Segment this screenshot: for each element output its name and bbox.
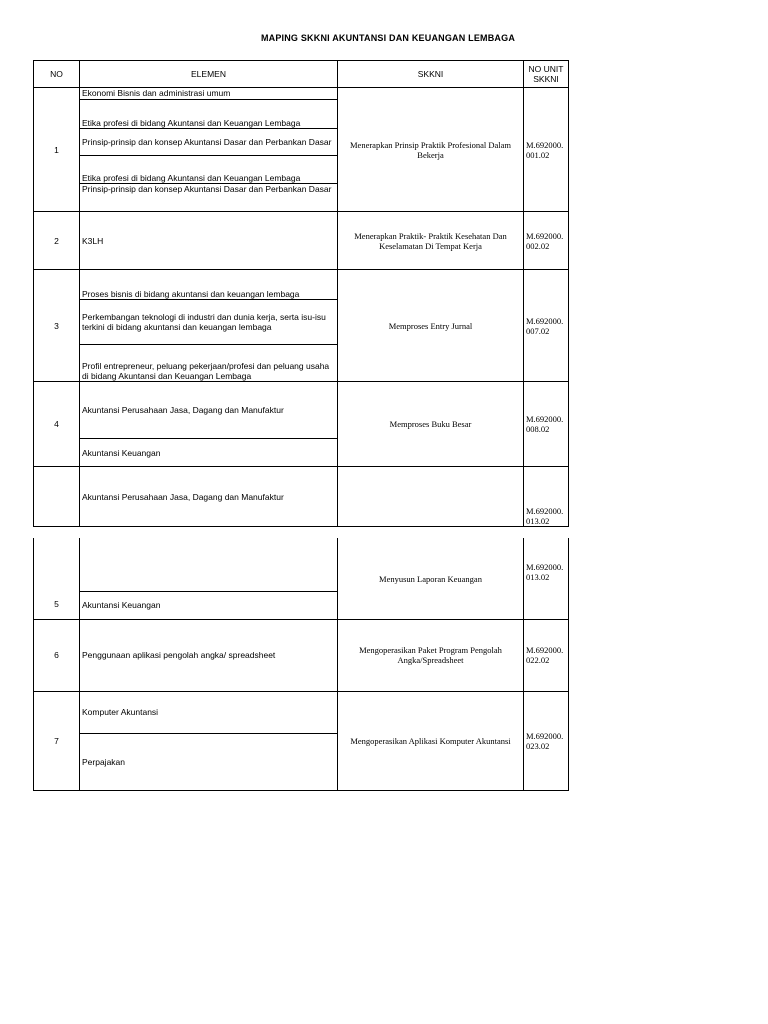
- row-number: [34, 467, 80, 527]
- elemen-cell: Ekonomi Bisnis dan administrasi umum: [80, 88, 338, 100]
- elemen-cell: Prinsip-prinsip dan konsep Akuntansi Dasar dan Perbankan Dasar: [80, 129, 338, 156]
- unit-code-cell: M.692000.013.02: [524, 467, 569, 527]
- header-no: NO: [34, 61, 80, 88]
- elemen-cell: Etika profesi di bidang Akuntansi dan Keuangan Lembaga: [80, 156, 338, 184]
- unit-code-cell: M.692000.008.02: [524, 382, 569, 467]
- skkni-mapping-table: [33, 60, 569, 527]
- table-row: [34, 88, 569, 100]
- unit-code-cell: M.692000.001.02: [524, 88, 569, 212]
- elemen-cell: K3LH: [80, 212, 338, 270]
- skkni-mapping-table-continued: [33, 538, 569, 791]
- skkni-cell: Mengoperasikan Paket Program Pengolah Angka/Spreadsheet: [338, 619, 524, 691]
- skkni-cell: Menerapkan Prinsip Praktik Profesional Dalam Bekerja: [338, 88, 524, 212]
- unit-code-cell: M.692000.023.02: [524, 691, 569, 790]
- skkni-cell: Menerapkan Praktik- Praktik Kesehatan Dan Keselamatan Di Tempat Kerja: [338, 212, 524, 270]
- table-header-row: [34, 61, 569, 88]
- skkni-cell: Mengoperasikan Aplikasi Komputer Akuntansi: [338, 691, 524, 790]
- header-elemen: ELEMEN: [80, 61, 338, 88]
- table-row: [34, 691, 569, 733]
- elemen-cell: Prinsip-prinsip dan konsep Akuntansi Dasar dan Perbankan Dasar: [80, 184, 338, 212]
- table-row: [34, 538, 569, 591]
- elemen-cell: Perpajakan: [80, 733, 338, 790]
- unit-code-cell: M.692000.007.02: [524, 270, 569, 382]
- table-section-top: [33, 60, 568, 526]
- skkni-cell: Memproses Buku Besar: [338, 382, 524, 467]
- row-number: 4: [34, 382, 80, 467]
- elemen-cell: Komputer Akuntansi: [80, 691, 338, 733]
- elemen-cell: Perkembangan teknologi di industri dan dunia kerja, serta isu-isu terkini di bidang akuntansi dan keuangan lembaga: [80, 300, 338, 345]
- elemen-cell: [80, 538, 338, 591]
- document-title: MAPING SKKNI AKUNTANSI DAN KEUANGAN LEMBAGA: [260, 33, 516, 43]
- unit-code-cell: M.692000.022.02: [524, 619, 569, 691]
- elemen-cell: Akuntansi Perusahaan Jasa, Dagang dan Manufaktur: [80, 382, 338, 439]
- elemen-cell: Etika profesi di bidang Akuntansi dan Keuangan Lembaga: [80, 100, 338, 129]
- table-row: [34, 270, 569, 300]
- elemen-cell: Proses bisnis di bidang akuntansi dan keuangan lembaga: [80, 270, 338, 300]
- unit-code-cell: M.692000.013.02: [524, 538, 569, 619]
- row-number: 1: [34, 88, 80, 212]
- unit-code-cell: M.692000.002.02: [524, 212, 569, 270]
- row-number: 6: [34, 619, 80, 691]
- skkni-cell: [338, 467, 524, 527]
- table-row: [34, 619, 569, 691]
- table-section-bottom: [33, 562, 568, 792]
- skkni-cell: Memproses Entry Jurnal: [338, 270, 524, 382]
- header-unit: NO UNIT SKKNI: [524, 61, 569, 88]
- row-number: 5: [34, 538, 80, 619]
- table-row: [34, 382, 569, 439]
- elemen-cell: Profil entrepreneur, peluang pekerjaan/profesi dan peluang usaha di bidang Akuntansi dan Keuangan Lembaga: [80, 345, 338, 382]
- skkni-cell: Menyusun Laporan Keuangan: [338, 538, 524, 619]
- elemen-cell: Akuntansi Keuangan: [80, 591, 338, 619]
- elemen-cell: Akuntansi Keuangan: [80, 439, 338, 467]
- header-skkni: SKKNI: [338, 61, 524, 88]
- table-row: [34, 467, 569, 527]
- table-row: [34, 212, 569, 270]
- elemen-cell: Penggunaan aplikasi pengolah angka/ spreadsheet: [80, 619, 338, 691]
- row-number: 2: [34, 212, 80, 270]
- row-number: 3: [34, 270, 80, 382]
- elemen-cell: Akuntansi Perusahaan Jasa, Dagang dan Manufaktur: [80, 467, 338, 527]
- row-number: 7: [34, 691, 80, 790]
